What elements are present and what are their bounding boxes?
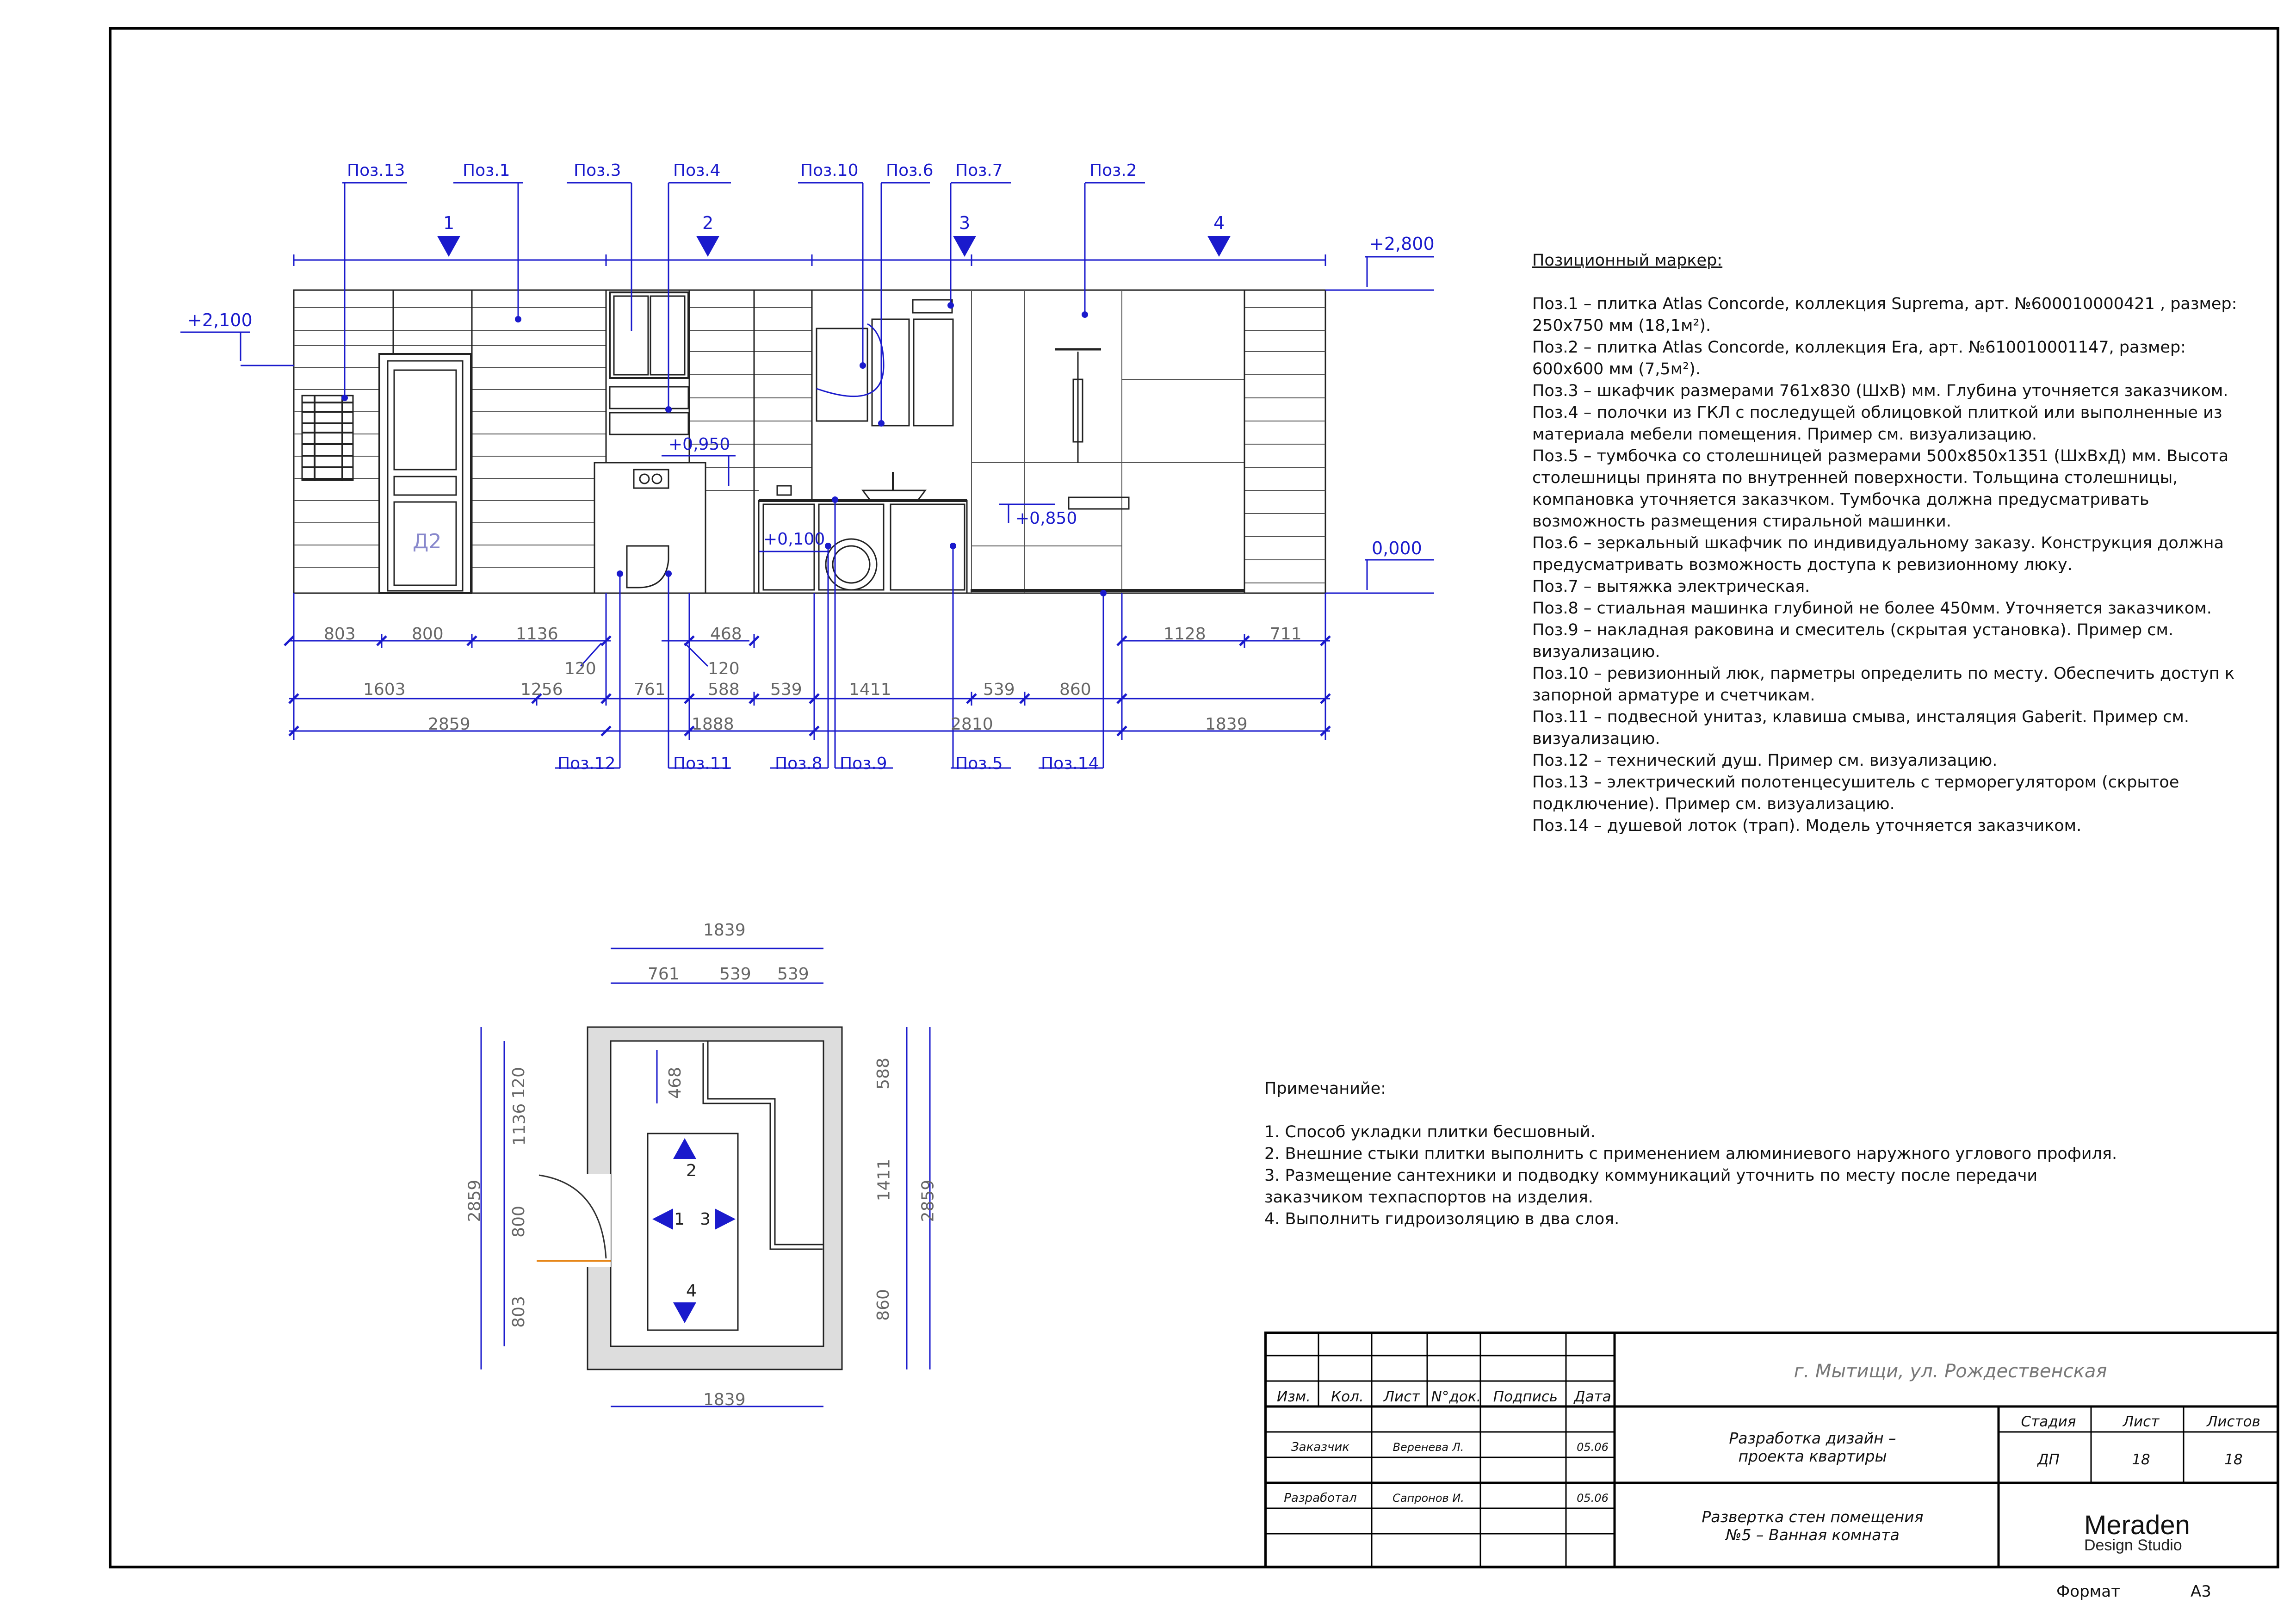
company-subtitle: Design Studio <box>2084 1536 2182 1554</box>
company-logo: Meraden <box>2084 1510 2190 1540</box>
plan-view-2: 2 <box>686 1161 697 1180</box>
dim-2859: 2859 <box>428 715 470 734</box>
door-label: Д2 <box>413 530 442 553</box>
pos7-label: Поз.7 <box>955 161 1003 180</box>
dim-539-b: 539 <box>983 680 1015 699</box>
dim-1839: 1839 <box>1205 715 1248 734</box>
stamp-header-sign: Подпись <box>1493 1388 1558 1405</box>
remark-item: 4. Выполнить гидроизоляцию в два слоя. <box>1264 1210 1620 1228</box>
pos5-label: Поз.5 <box>955 754 1003 773</box>
legend-item: Поз.13 – электрический полотенцесушитель с терморегулятором (скрытое подключение). Пример см. визуализацию. <box>1532 773 2179 813</box>
level-shower: +0,850 <box>1015 509 1077 528</box>
stamp-customer-date: 05.06 <box>1577 1440 1609 1454</box>
format-value: А3 <box>2191 1582 2211 1601</box>
dim-800: 800 <box>412 625 444 644</box>
plan-dim-120: 120 <box>509 1067 528 1099</box>
dim-803: 803 <box>324 625 356 644</box>
stamp-sheet-label: Лист <box>2123 1413 2160 1430</box>
pos2-label: Поз.2 <box>1089 161 1137 180</box>
stamp-customer-name: Веренева Л. <box>1392 1440 1464 1454</box>
pos8-label: Поз.8 <box>775 754 823 773</box>
stamp-sheets-label: Листов <box>2207 1413 2260 1430</box>
stamp-stage: ДП <box>2037 1451 2060 1468</box>
legend-item: Поз.7 – вытяжка электрическая. <box>1532 577 1810 596</box>
legend-item: Поз.4 – полочки из ГКЛ с последущей облицовкой плиткой или выполненные из материала мебели помещения. Пример см. визуализацию. <box>1532 403 2222 444</box>
plan-view-1: 1 <box>674 1210 685 1229</box>
wall-marker-2: 2 <box>702 213 714 233</box>
wall-marker-4: 4 <box>1213 213 1225 233</box>
legend-item: Поз.2 – плитка Atlas Concorde, коллекция Era, арт. №610010001147, размер: 600x600 мм (7,5м²). <box>1532 338 2186 378</box>
legend-item: Поз.8 – стиальная машинка глубиной не более 450мм. Уточняется заказчиком. <box>1532 599 2212 618</box>
pos6-label: Поз.6 <box>886 161 934 180</box>
legend-item: Поз.1 – плитка Atlas Concorde, коллекция Suprema, арт. №600010000421 , размер: 250x750 мм (18,1м²). <box>1532 295 2237 335</box>
level-left: +2,100 <box>187 310 253 330</box>
plan-dim-left-total: 2859 <box>465 1179 484 1222</box>
plan-dim-bottom: 1839 <box>703 1390 746 1409</box>
stamp-stage-label: Стадия <box>2021 1413 2076 1430</box>
dim-588: 588 <box>708 680 740 699</box>
level-zero: 0,000 <box>1372 538 1422 558</box>
plan-dim-right-total: 2859 <box>918 1179 938 1222</box>
plan-dim-860: 860 <box>873 1289 893 1321</box>
remark-item: 1. Способ укладки плитки бесшовный. <box>1264 1123 1596 1141</box>
stamp-header-kol: Кол. <box>1331 1388 1364 1405</box>
level-top: +2,800 <box>1369 234 1435 254</box>
pos9-label: Поз.9 <box>840 754 887 773</box>
stamp-developer-date: 05.06 <box>1577 1491 1609 1505</box>
legend-item: Поз.11 – подвесной унитаз, клавиша смыва, инсталяция Gaberit. Пример см. визуализацию. <box>1532 708 2190 748</box>
plan-dim-top: 1839 <box>703 921 746 940</box>
pos1-label: Поз.1 <box>463 161 510 180</box>
legend-item: Поз.12 – технический душ. Пример см. визуализацию. <box>1532 751 1998 770</box>
stamp-sheet: 18 <box>2132 1451 2150 1468</box>
remarks-block <box>1264 1078 2120 1230</box>
stamp-header-izm: Изм. <box>1277 1388 1311 1405</box>
stamp-header-date: Дата <box>1574 1388 1611 1405</box>
dim-761: 761 <box>634 680 666 699</box>
wall-marker-1: 1 <box>443 213 455 233</box>
pos11-label: Поз.11 <box>673 754 731 773</box>
dim-120-right: 120 <box>708 659 740 678</box>
dim-860: 860 <box>1059 680 1091 699</box>
dim-1128: 1128 <box>1163 625 1206 644</box>
dim-1888: 1888 <box>692 715 734 734</box>
legend-title: Позиционный маркер: <box>1532 251 1723 270</box>
remarks-title: Примечанийе: <box>1264 1079 1386 1098</box>
pos13-label: Поз.13 <box>347 161 405 180</box>
plan-dim-1411: 1411 <box>874 1158 894 1202</box>
pos12-label: Поз.12 <box>557 754 616 773</box>
plan-dim-468: 468 <box>665 1067 685 1099</box>
plan-view-4: 4 <box>686 1282 697 1301</box>
stamp-customer-role: Заказчик <box>1291 1440 1350 1454</box>
stamp-developer-role: Разработал <box>1284 1491 1357 1505</box>
legend-item: Поз.14 – душевой лоток (трап). Модель уточняется заказчиком. <box>1532 817 2082 835</box>
remark-item: 3. Размещение сантехники и подводку коммуникаций уточнить по месту после передачи заказчиком техпаспортов на изделия. <box>1264 1166 2038 1207</box>
pos10-label: Поз.10 <box>800 161 859 180</box>
plan-dim-761: 761 <box>648 965 680 984</box>
legend-item: Поз.3 – шкафчик размерами 761х830 (ШхВ) мм. Глубина уточняется заказчиком. <box>1532 382 2228 400</box>
plan-dim-539-a: 539 <box>719 965 751 984</box>
dim-120-left: 120 <box>564 659 596 678</box>
dim-711: 711 <box>1270 625 1302 644</box>
level-sink: +0,950 <box>668 435 730 454</box>
plan-dim-588: 588 <box>873 1058 893 1090</box>
stamp-sheets: 18 <box>2224 1451 2243 1468</box>
dim-539-a: 539 <box>770 680 802 699</box>
stamp-developer-name: Сапронов И. <box>1392 1491 1464 1505</box>
stamp-address: г. Мытищи, ул. Рождественская <box>1794 1361 2107 1382</box>
plan-dim-539-b: 539 <box>777 965 809 984</box>
title-block <box>1264 1332 2279 1568</box>
pos4-label: Поз.4 <box>673 161 721 180</box>
stamp-header-list: Лист <box>1383 1388 1420 1405</box>
legend-item: Поз.6 – зеркальный шкафчик по индивидуальному заказу. Конструкция должна предусматривать возможность доступа к ревизионному люку. <box>1532 534 2224 574</box>
pos14-label: Поз.14 <box>1041 754 1099 773</box>
level-wm: +0,100 <box>763 530 825 549</box>
remark-item: 2. Внешние стыки плитки выполнить с применением алюминиевого наружного углового профиля. <box>1264 1145 2117 1163</box>
format-label: Формат <box>2056 1582 2120 1601</box>
dim-1603: 1603 <box>363 680 406 699</box>
dim-1411: 1411 <box>849 680 891 699</box>
dim-2810: 2810 <box>951 715 993 734</box>
dim-1136: 1136 <box>516 625 558 644</box>
legend-item: Поз.10 – ревизионный люк, парметры определить по месту. Обеспечить доступ к запорной арматуре и счетчикам. <box>1532 664 2234 705</box>
pos3-label: Поз.3 <box>574 161 621 180</box>
stamp-sheet-title: Развертка стен помещения №5 – Ванная комната <box>1702 1508 1924 1544</box>
legend-item: Поз.5 – тумбочка со столешницей размерами 500х850х1351 (ШхВхД) мм. Высота столешницы принята по внутренней поверхности. Тольщина столешницы, компановка уточняется заказчком. Тумбочка должна предусматривать возможность размещения стиральной машинки. <box>1532 447 2229 531</box>
stamp-header-doc: N°док. <box>1431 1388 1481 1405</box>
plan-dim-800: 800 <box>509 1206 528 1238</box>
plan-dim-803: 803 <box>509 1296 528 1328</box>
position-legend <box>1532 250 2245 837</box>
legend-item: Поз.9 – накладная раковина и смеситель (скрытая установка). Пример см. визуализацию. <box>1532 621 2174 661</box>
plan-view-3: 3 <box>700 1210 711 1229</box>
stamp-project: Разработка дизайн – проекта квартиры <box>1729 1429 1896 1465</box>
dim-468: 468 <box>710 625 742 644</box>
wall-marker-3: 3 <box>959 213 971 233</box>
dim-1256: 1256 <box>520 680 563 699</box>
plan-dim-1136: 1136 <box>510 1103 529 1146</box>
